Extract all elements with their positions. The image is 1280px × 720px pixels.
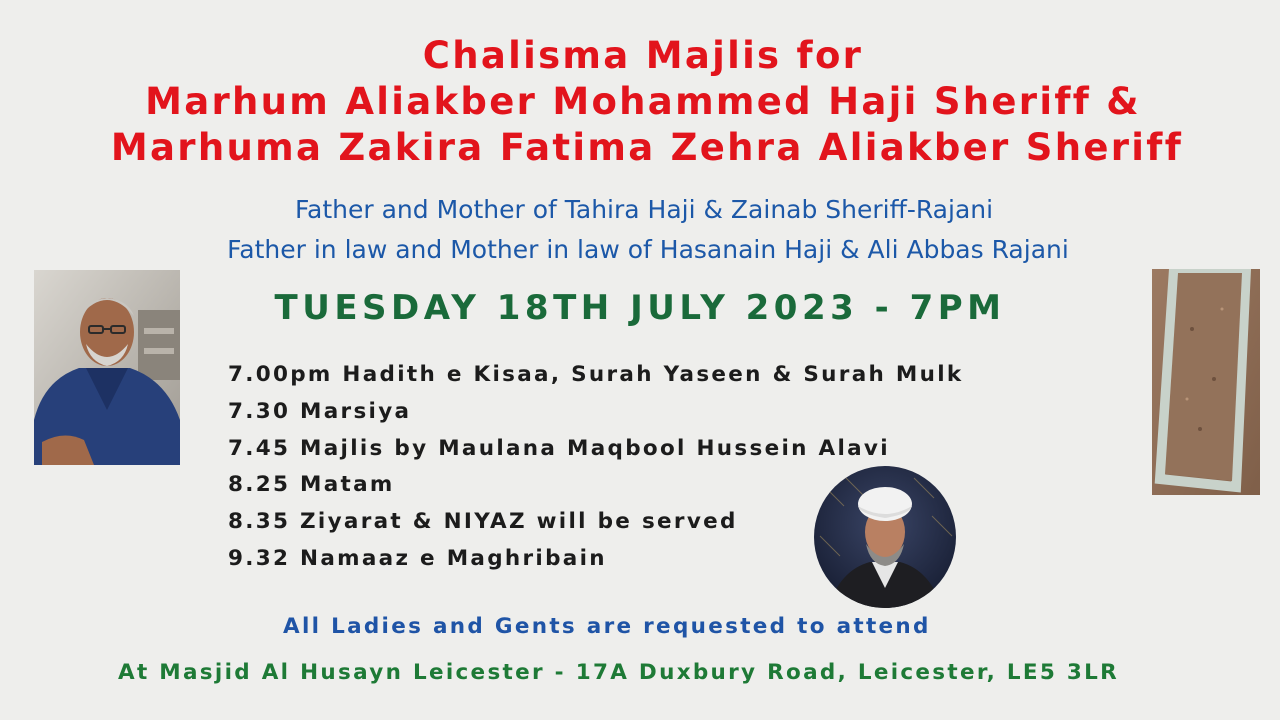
schedule-item: 7.30 Marsiya	[228, 398, 412, 424]
grave-frame-photo	[1152, 269, 1260, 495]
venue-text: At Masjid Al Husayn Leicester - 17A Duxbury Road, Leicester, LE5 3LR	[118, 660, 1120, 685]
event-date: TUESDAY 18TH JULY 2023 - 7PM	[274, 288, 1006, 328]
schedule-item: 9.32 Namaaz e Maghribain	[228, 545, 607, 571]
title-line-1: Chalisma Majlis for	[422, 34, 864, 77]
title-line-3: Marhuma Zakira Fatima Zehra Aliakber Sheriff	[110, 126, 1184, 169]
schedule-item: 8.25 Matam	[228, 472, 395, 498]
schedule-item: 7.45 Majlis by Maulana Maqbool Hussein Alavi	[228, 435, 890, 461]
title-line-2: Marhum Aliakber Mohammed Haji Sheriff &	[145, 80, 1141, 123]
invite-text: All Ladies and Gents are requested to attend	[283, 614, 931, 639]
schedule-item: 7.00pm Hadith e Kisaa, Surah Yaseen & Surah Mulk	[228, 362, 964, 387]
portrait-photo-left	[34, 270, 180, 465]
subtitle-line-2: Father in law and Mother in law of Hasanain Haji & Ali Abbas Rajani	[227, 235, 1069, 264]
subtitle-line-1: Father and Mother of Tahira Haji & Zainab Sheriff-Rajani	[294, 195, 994, 224]
maulana-portrait-photo	[814, 466, 956, 608]
schedule-item: 8.35 Ziyarat & NIYAZ will be served	[228, 509, 738, 535]
